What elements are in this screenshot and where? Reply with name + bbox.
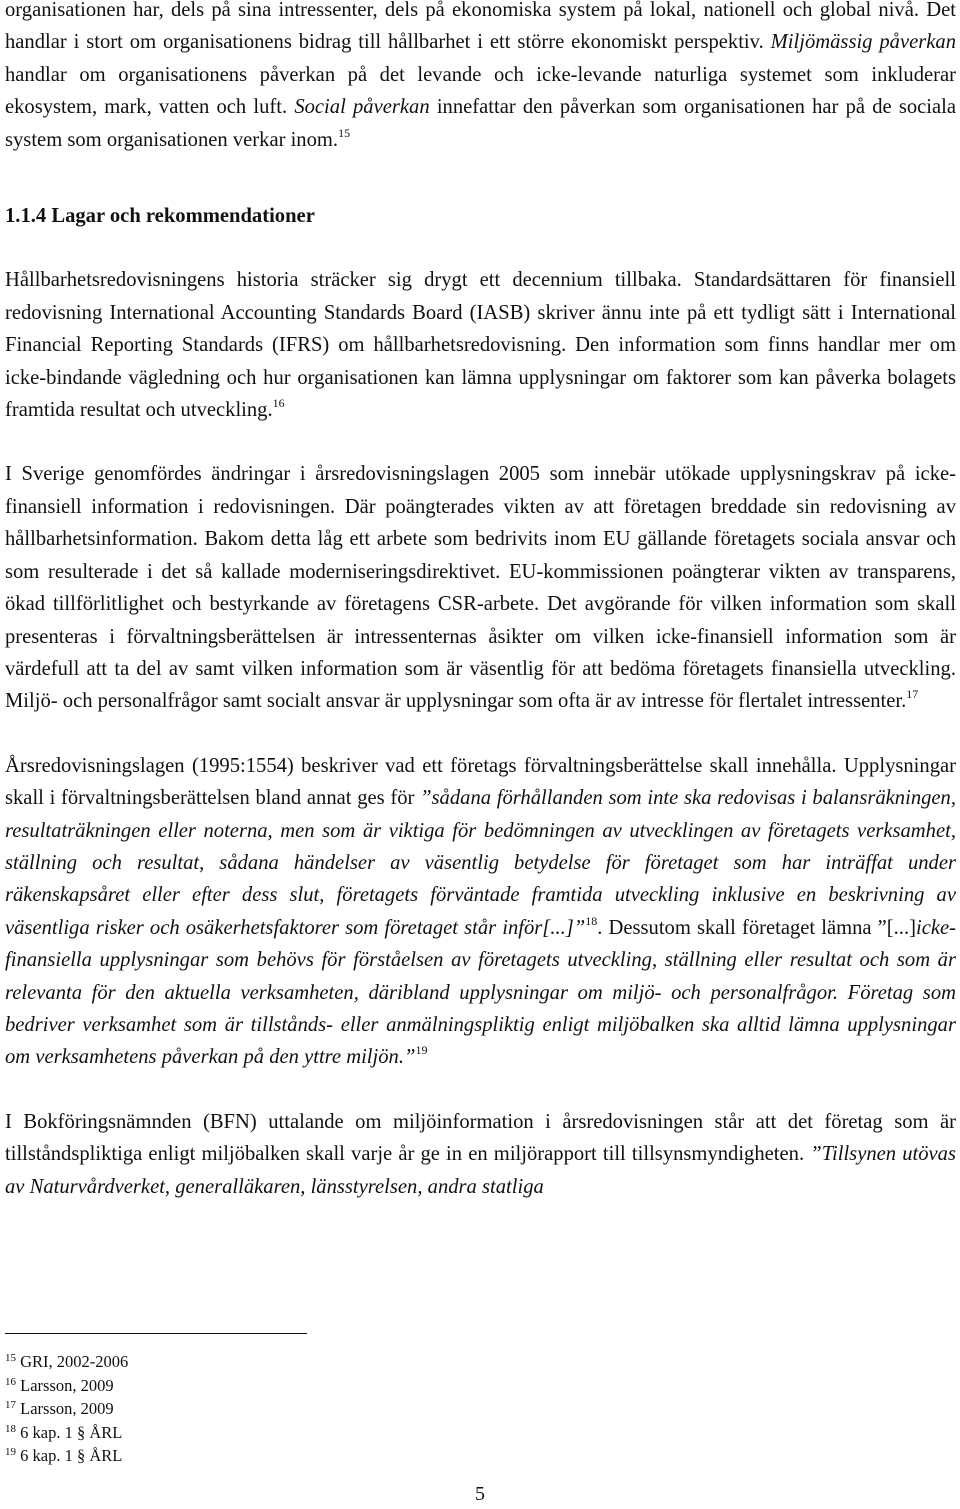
- quoted-law-text: ”sådana förhållanden som inte ska redovisas i balansräkningen, resultaträkningen eller noterna, men som är viktiga för bedömningen av utvecklingen av företagets verksamhet, ställning och resultat, sådana händelser av väsentlig betydelse för företaget som har inträffat under räkenskapsåret eller efter dess slut, företagets förväntade framtida utveckling inklusive en beskrivning av väsentliga risker och osäkerhetsfaktorer som företaget står inför[...]”: [5, 787, 956, 939]
- paragraph-arl: [5, 750, 956, 1074]
- footnote-text: Larsson, 2009: [20, 1399, 114, 1419]
- footnote-ref: 15: [338, 125, 351, 140]
- section-heading: 1.1.4 Lagar och rekommendationer: [5, 205, 315, 228]
- document-body: [5, 0, 956, 1203]
- paragraph-text: Årsredovisningslagen (1995:1554) beskriver vad ett företags förvaltningsberättelse skall innehålla. Upplysningar skall i förvaltningsberättelsen bland annat ges för: [5, 754, 956, 810]
- footnote-text: GRI, 2002-2006: [20, 1352, 129, 1371]
- footnote: [5, 1374, 128, 1398]
- footnote-number: 19: [5, 1446, 16, 1459]
- footnote-text: 6 kap. 1 § ÅRL: [20, 1446, 123, 1466]
- paragraph-text: I Sverige genomfördes ändringar i årsredovisningslagen 2005 som innebär utökade upplysningskrav på icke-finansiell information i redovisningen. Där poängterades vikten av att företagen breddade sin redovisning av hållbarhetsinformation. Bakom detta låg ett arbete som bedrivits inom EU gällande företagets sociala ansvar och som resulterade i det så kallade moderniseringsdirektivet. EU-kommissionen poängterar vikten av transparens, ökad tillförlitlighet och bestyrkande av företagens CSR-arbete. Det avgörande för vilken information som skall presenteras i förvaltningsberättelsen är intressenternas åsikter om vilken icke-finansiell information som är värdefull att ta del av samt vilken information som är väsentlig för att bedöma företagets finansiella utveckling. Miljö- och personalfrågor samt socialt ansvar är upplysningar som ofta är av intresse för flertalet intressenter.: [5, 463, 956, 713]
- paragraph-history: [5, 264, 956, 426]
- paragraph-text: organisationen har, dels på sina intressenter, dels på ekonomiska system på lokal, nationell och global nivå. Det handlar i stort om organisationens bidrag till hållbarhet i ett större ekonomiskt perspektiv.: [5, 0, 956, 54]
- emphasis-term: Social påverkan: [294, 96, 430, 119]
- footnote-number: 17: [5, 1399, 16, 1412]
- emphasis-term: Miljömässig påverkan: [770, 31, 956, 54]
- footnote-text: Larsson, 2009: [20, 1375, 114, 1395]
- footnotes: [5, 1350, 128, 1468]
- footnote: [5, 1421, 128, 1445]
- paragraph-text: I Bokföringsnämnden (BFN) uttalande om miljöinformation i årsredovisningen står att det företag som är tillståndspliktiga enligt miljöbalken skall varje år ge in en miljörapport till tillsynsmyndigheten.: [5, 1110, 956, 1166]
- footnote-ref: 17: [906, 687, 919, 702]
- quoted-law-text: icke- finansiella upplysningar som behövs för förståelsen av företagets utveckling, ställning eller resultat och som är relevanta för den aktuella verksamheten, däribland upplysningar om miljö- och personalfrågor. Företag som bedriver verksamhet som är tillstånds- eller anmälningspliktig enligt miljöbalken ska alltid lämna upplysningar om verksamhetens påverkan på den yttre miljön.”: [5, 916, 956, 1069]
- footnote-number: 18: [5, 1422, 16, 1435]
- footnote-text: 6 kap. 1 § ÅRL: [20, 1422, 123, 1442]
- paragraph-bfn: [5, 1106, 956, 1203]
- footnote-divider: [5, 1333, 307, 1334]
- paragraph-text: innefattar den påverkan som organisationen har på de sociala system som organisationen verkar inom.: [5, 96, 957, 151]
- footnote-ref: 16: [272, 396, 285, 411]
- paragraph-impact-types: [5, 0, 956, 156]
- footnote: [5, 1350, 128, 1374]
- footnote-ref: 18: [585, 913, 598, 928]
- paragraph-text: Hållbarhetsredovisningens historia sträcker sig drygt ett decennium tillbaka. Standardsättaren för finansiell redovisning International Accounting Standards Board (IASB) skriver ännu inte på ett tydligt sätt i International Financial Reporting Standards (IFRS) om hållbarhetsredovisning. Den information som finns handlar mer om icke-bindande vägledning och hur organisationen kan lämna upplysningar om faktorer som kan påverka bolagets framtida resultat och utveckling.: [5, 269, 956, 422]
- page-number: 5: [475, 1483, 485, 1505]
- footnote: [5, 1444, 128, 1468]
- footnote-number: 15: [5, 1352, 16, 1364]
- footnote: [5, 1397, 128, 1421]
- paragraph-text: . Dessutom skall företaget lämna ”[...]: [597, 916, 916, 939]
- paragraph-sweden: [5, 458, 956, 717]
- footnote-number: 16: [5, 1375, 16, 1388]
- quoted-law-text: ”Tillsynen utövas av Naturvårdverket, generalläkaren, länsstyrelsen, andra statliga: [5, 1143, 956, 1198]
- footnote-ref: 19: [415, 1043, 428, 1058]
- paragraph-text: handlar om organisationens påverkan på det levande och icke-levande naturliga systemet som inkluderar ekosystem, mark, vatten och luft.: [5, 63, 956, 119]
